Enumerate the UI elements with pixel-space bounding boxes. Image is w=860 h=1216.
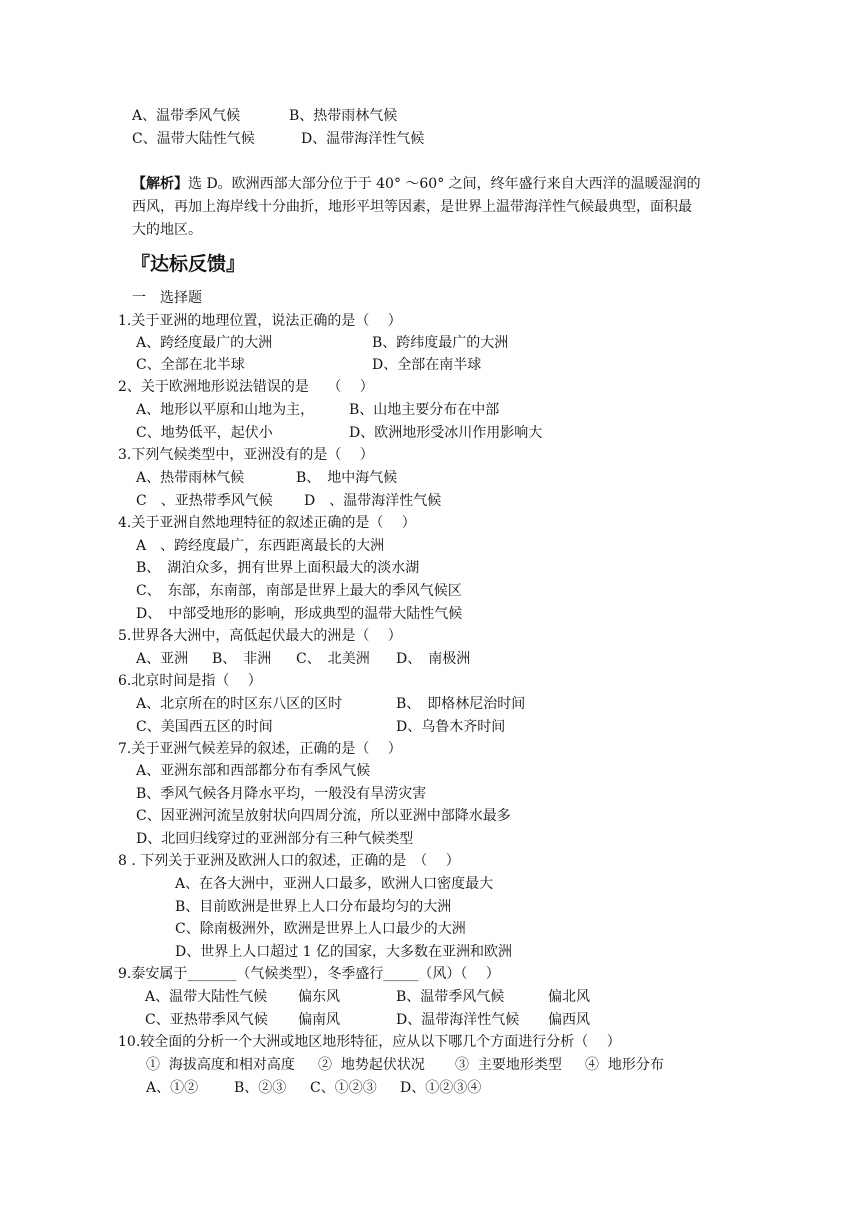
option-c: C、地势低平，起伏小 — [136, 425, 273, 441]
option-c: C、亚热带季风气候 — [145, 1012, 268, 1028]
question-stem: 3.下列气候类型中，亚洲没有的是（ ） — [118, 447, 374, 463]
option-d: D、温带海洋性气候 — [396, 1012, 520, 1028]
question-stem: 9.泰安属于_______（气候类型），冬季盛行_____（风）（ ） — [118, 966, 500, 982]
prev-option-a: A、温带季风气候 — [132, 108, 241, 124]
option-b: B、跨纬度最广的大洲 — [372, 335, 509, 351]
option-d-wind: 偏西风 — [548, 1012, 590, 1028]
option-c: C、全部在北半球 — [136, 357, 245, 373]
question-stem: 5.世界各大洲中，高低起伏最大的洲是（ ） — [118, 628, 402, 644]
option-a: A、在各大洲中，亚洲人口最多，欧洲人口密度最大 — [175, 876, 494, 892]
analysis-line-3: 大的地区。 — [132, 222, 202, 238]
option-b: B、 非洲 — [212, 651, 272, 667]
prev-option-c: C、温带大陆性气候 — [132, 131, 255, 147]
aspect-1: ① 海拔高度和相对高度 — [146, 1057, 295, 1073]
option-d: D、乌鲁木齐时间 — [396, 719, 506, 735]
option-a: A 、跨经度最广，东西距离最长的大洲 — [136, 538, 385, 554]
option-c: C 、亚热带季风气候 — [136, 493, 273, 509]
analysis-text-1: 选 D。欧洲西部大部分位于于 40° ～60° 之间，终年盛行来自大西洋的温暖湿润的 — [188, 176, 701, 192]
option-d: D、 南极洲 — [396, 651, 471, 667]
question-stem: 6.北京时间是指（ ） — [118, 673, 262, 689]
question-stem: 10.较全面的分析一个大洲或地区地形特征，应从以下哪几个方面进行分析（ ） — [118, 1034, 621, 1050]
prev-option-d: D、温带海洋性气候 — [301, 131, 425, 147]
option-c: C、 东部，东南部，南部是世界上最大的季风气候区 — [136, 583, 462, 599]
option-b: B、目前欧洲是世界上人口分布最均匀的大洲 — [175, 899, 452, 915]
aspect-2: ② 地势起伏状况 — [318, 1057, 425, 1073]
analysis-label: 【解析】 — [132, 176, 188, 192]
option-b: B、②③ — [234, 1080, 287, 1096]
option-a: A、温带大陆性气候 — [145, 989, 268, 1005]
option-a: A、跨经度最广的大洲 — [136, 335, 273, 351]
option-d: D 、温带海洋性气候 — [304, 493, 442, 509]
option-a: A、亚洲东部和西部都分布有季风气候 — [136, 763, 371, 779]
option-d: D、全部在南半球 — [372, 357, 482, 373]
question-stem: 7.关于亚洲气候差异的叙述，正确的是（ ） — [118, 741, 402, 757]
option-c: C、美国西五区的时间 — [136, 719, 273, 735]
option-d: D、世界上人口超过 1 亿的国家，大多数在亚洲和欧洲 — [175, 944, 513, 960]
option-d: D、 中部受地形的影响，形成典型的温带大陆性气候 — [136, 606, 463, 622]
aspect-4: ④ 地形分布 — [585, 1057, 664, 1073]
option-b: B、 地中海气候 — [296, 470, 398, 486]
option-a-wind: 偏东风 — [298, 989, 340, 1005]
option-c: C、 北美洲 — [296, 651, 370, 667]
question-stem: 4.关于亚洲自然地理特征的叙述正确的是（ ） — [118, 515, 416, 531]
option-a: A、北京所在的时区东八区的区时 — [136, 696, 343, 712]
option-a: A、亚洲 — [136, 651, 189, 667]
option-c-wind: 偏南风 — [298, 1012, 340, 1028]
aspect-3: ③ 主要地形类型 — [455, 1057, 562, 1073]
question-stem: 8 . 下列关于亚洲及欧洲人口的叙述，正确的是 （ ） — [118, 853, 460, 869]
analysis-line-2: 西风，再加上海岸线十分曲折，地形平坦等因素，是世界上温带海洋性气候最典型，面积最 — [132, 199, 692, 215]
section-title: 『达标反馈』 — [131, 253, 246, 275]
option-b: B、温带季风气候 — [396, 989, 505, 1005]
option-b-wind: 偏北风 — [548, 989, 590, 1005]
option-b: B、山地主要分布在中部 — [349, 402, 500, 418]
section-type: 一 选择题 — [132, 290, 202, 306]
analysis-line-1 — [132, 174, 701, 194]
option-d: D、①②③④ — [400, 1080, 482, 1096]
option-b: B、 即格林尼治时间 — [396, 696, 526, 712]
option-c: C、除南极洲外，欧洲是世界上人口最少的大洲 — [175, 921, 466, 937]
option-a: A、热带雨林气候 — [136, 470, 245, 486]
option-b: B、 湖泊众多，拥有世界上面积最大的淡水湖 — [136, 560, 420, 576]
option-d: D、北回归线穿过的亚洲部分有三种气候类型 — [136, 831, 414, 847]
question-stem: 1.关于亚洲的地理位置，说法正确的是（ ） — [118, 313, 402, 329]
option-c: C、①②③ — [310, 1080, 377, 1096]
option-c: C、因亚洲河流呈放射状向四周分流，所以亚洲中部降水最多 — [136, 808, 511, 824]
option-d: D、欧洲地形受冰川作用影响大 — [349, 425, 543, 441]
prev-option-b: B、热带雨林气候 — [289, 108, 398, 124]
option-a: A、地形以平原和山地为主， — [136, 402, 315, 418]
option-b: B、季风气候各月降水平均，一般没有旱涝灾害 — [136, 786, 427, 802]
option-a: A、①② — [146, 1080, 199, 1096]
question-stem: 2、关于欧洲地形说法错误的是 （ ） — [118, 379, 374, 395]
